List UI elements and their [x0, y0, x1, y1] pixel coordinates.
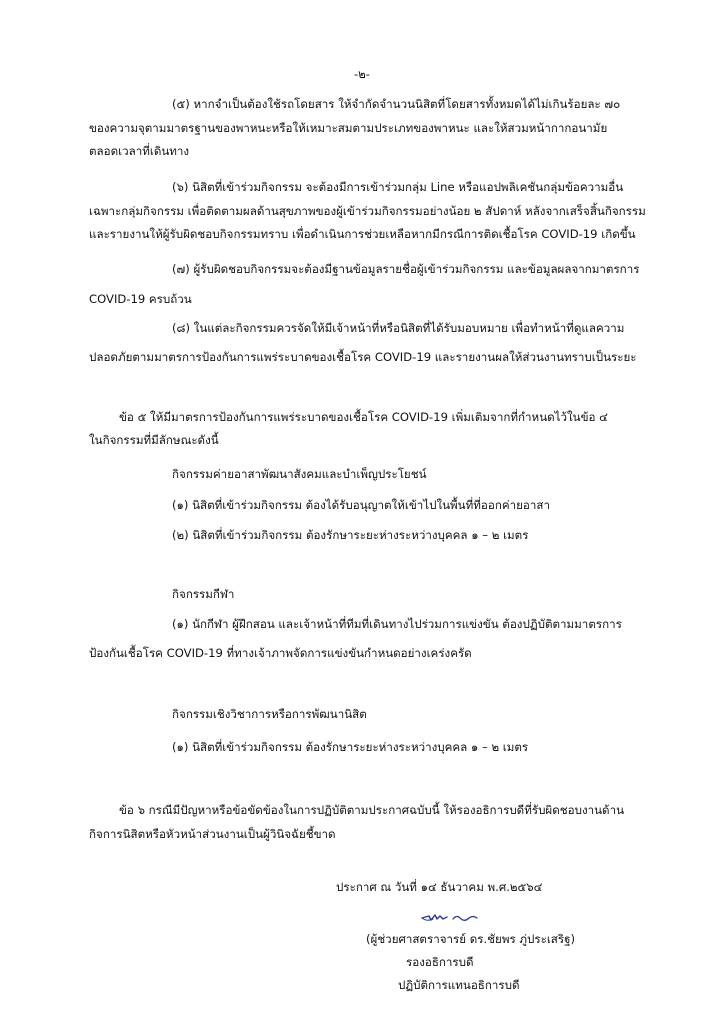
item-8-line-2: ปลอดภัยตามมาตรการป้องกันการแพร่ระบาดของเชื้อโรค COVID-19 และรายงานผลให้ส่วนงานทราบเป็นระยะ — [89, 350, 637, 364]
item-7-line-1: (๗) ผู้รับผิดชอบกิจกรรมจะต้องมีฐานข้อมูลรายชื่อผู้เข้าร่วมกิจกรรม และข้อมูลผลจากมาตรการ — [172, 262, 640, 276]
item-6-line-2: เฉพาะกลุ่มกิจกรรม เพื่อติดตามผลด้านสุขภาพของผู้เข้าร่วมกิจกรรมอย่างน้อย ๒ สัปดาห์ หลังจากเสร็จสิ้นกิจกรรม — [89, 204, 646, 218]
academic-heading: กิจกรรมเชิงวิชาการหรือการพัฒนานิสิต — [172, 707, 367, 721]
signatory-name: (ผู้ช่วยศาสตราจารย์ ดร.ชัยพร ภู่ประเสริฐ) — [366, 932, 576, 946]
clause-6-line-2: กิจการนิสิตหรือหัวหน้าส่วนงานเป็นผู้วินิจฉัยชี้ขาด — [89, 827, 336, 841]
item-5-line-1: (๕) หากจำเป็นต้องใช้รถโดยสาร ให้จำกัดจำนวนนิสิตที่โดยสารทั้งหมดได้ไม่เกินร้อยละ ๗๐ — [172, 97, 621, 111]
item-7-line-2: COVID-19 ครบถ้วน — [89, 292, 192, 306]
sport-heading: กิจกรรมกีฬา — [172, 587, 235, 601]
camp-heading: กิจกรรมค่ายอาสาพัฒนาสังคมและบำเพ็ญประโยชน์ — [172, 467, 427, 481]
academic-item-1: (๑) นิสิตที่เข้าร่วมกิจกรรม ต้องรักษาระยะห่างระหว่างบุคคล ๑ – ๒ เมตร — [172, 740, 529, 754]
clause-6-line-1: ข้อ ๖ กรณีมีปัญหาหรือข้อขัดข้องในการปฏิบัติตามประกาศฉบับนี้ ให้รองอธิการบดีที่รับผิดชอบงานด้าน — [119, 803, 625, 817]
item-5-line-2: ของความจุตามมาตรฐานของพาหนะหรือให้เหมาะสมตามประเภทของพาหนะ และให้สวมหน้ากากอนามัย — [89, 121, 608, 135]
announcement-date: ประกาศ ณ วันที่ ๑๔ ธันวาคม พ.ศ.๒๕๖๔ — [336, 880, 543, 894]
item-6-line-1: (๖) นิสิตที่เข้าร่วมกิจกรรม จะต้องมีการเข้าร่วมกลุ่ม Line หรือแอปพลิเคชันกลุ่มข้อความอื่น — [172, 180, 624, 194]
signatory-acting: ปฏิบัติการแทนอธิการบดี — [398, 978, 520, 992]
camp-item-2: (๒) นิสิตที่เข้าร่วมกิจกรรม ต้องรักษาระยะห่างระหว่างบุคคล ๑ – ๒ เมตร — [172, 528, 529, 542]
camp-item-1: (๑) นิสิตที่เข้าร่วมกิจกรรม ต้องได้รับอนุญาตให้เข้าไปในพื้นที่ที่ออกค่ายอาสา — [172, 498, 550, 512]
item-5-line-3: ตลอดเวลาที่เดินทาง — [89, 144, 190, 158]
item-8-line-1: (๘) ในแต่ละกิจกรรมควรจัดให้มีเจ้าหน้าที่หรือนิสิตที่ได้รับมอบหมาย เพื่อทำหน้าที่ดูแลความ — [172, 321, 625, 335]
signature-image — [419, 906, 485, 928]
sport-item-1-line-2: ป้องกันเชื้อโรค COVID-19 ที่ทางเจ้าภาพจัดการแข่งขันกำหนดอย่างเคร่งครัด — [89, 646, 472, 660]
page-number: -๒- — [353, 67, 370, 81]
sport-item-1-line-1: (๑) นักกีฬา ผู้ฝึกสอน และเจ้าหน้าที่ทีมที่เดินทางไปร่วมการแข่งขัน ต้องปฏิบัติตามมาตรการ — [172, 617, 622, 631]
clause-5-line-1: ข้อ ๕ ให้มีมาตรการป้องกันการแพร่ระบาดของเชื้อโรค COVID-19 เพิ่มเติมจากที่กำหนดไว้ในข้อ ๔ — [119, 410, 608, 424]
item-6-line-3: และรายงานให้ผู้รับผิดชอบกิจกรรมทราบ เพื่อดำเนินการช่วยเหลือหากมีกรณีการติดเชื้อโรค COVID-19 เกิดขึ้น — [89, 227, 636, 241]
clause-5-line-2: ในกิจกรรมที่มีลักษณะดังนี้ — [89, 433, 219, 447]
signatory-position: รองอธิการบดี — [406, 955, 474, 969]
